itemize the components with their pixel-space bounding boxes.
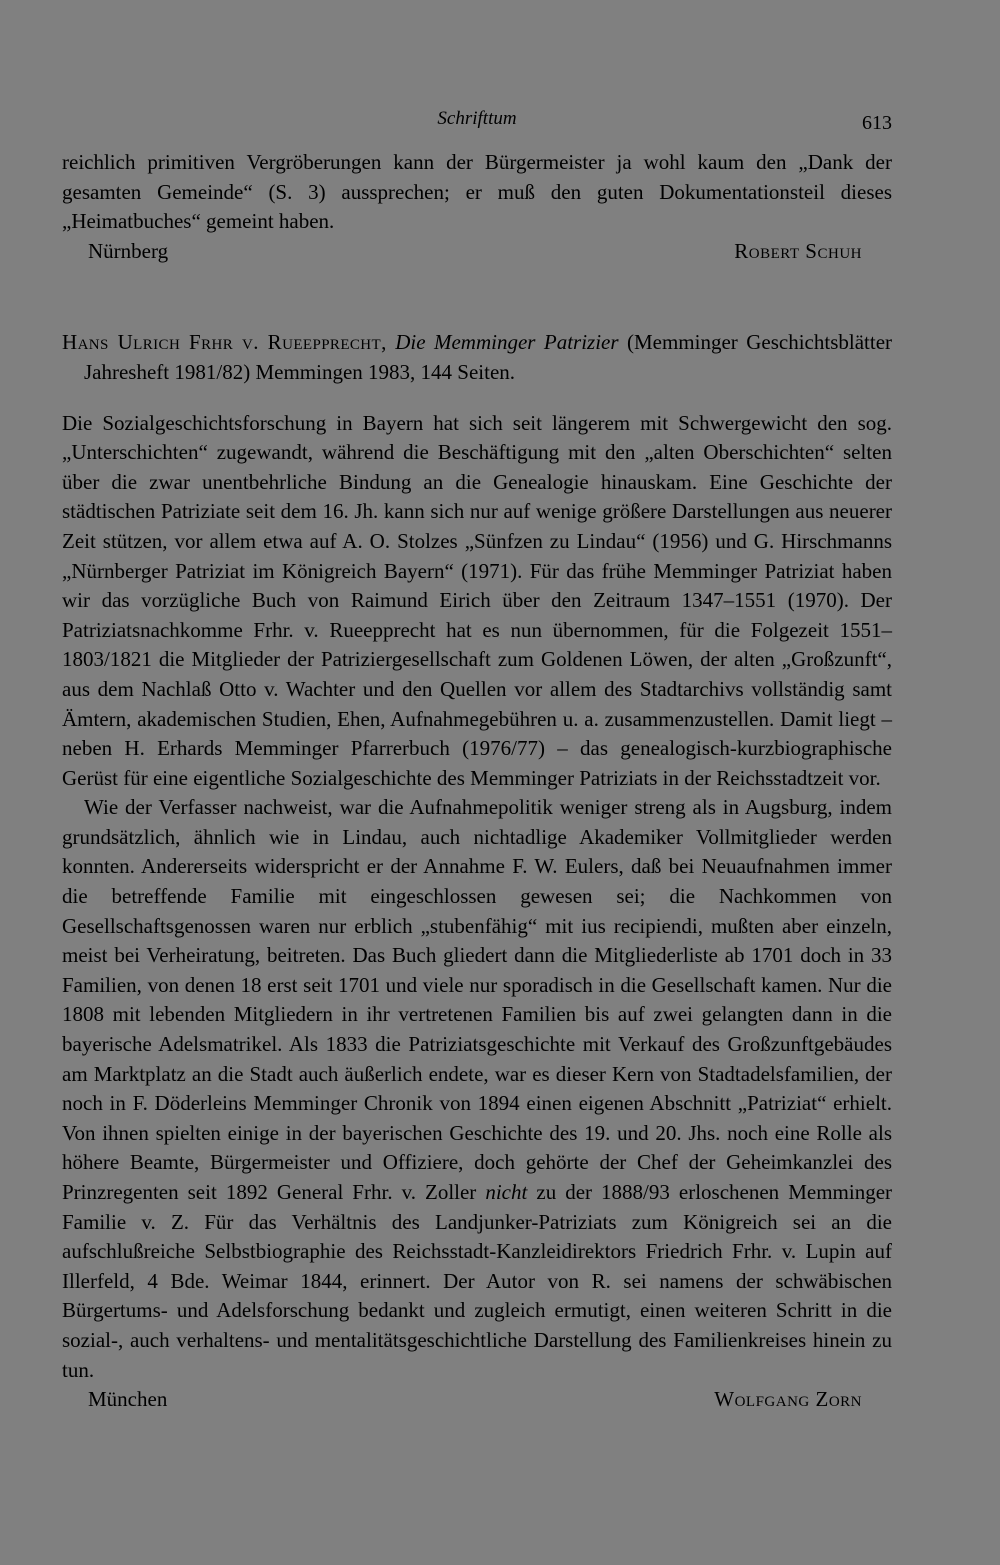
- page-number: 613: [862, 112, 892, 134]
- review2-place: München: [88, 1387, 168, 1412]
- book-title: Die Memminger Patrizier: [395, 330, 619, 355]
- book-details: (Memminger Geschichtsblätter Jahresheft 1981/82) Memmingen 1983, 144 Seiten.: [84, 330, 893, 384]
- running-head: [62, 108, 892, 148]
- paragraph-2-part-1: Wie der Verfasser nachweist, war die Aufnahmepolitik weniger streng als in Augsburg, indem grundsätzlich, ähnlich wie in Lindau, auch nichtadlige Akademiker Vollmitglieder werden konnten. Andererseits widerspricht er der Annahme F. W. Eulers, daß bei Neuaufnahmen immer die betreffende Familie mit eingeschlossen gewesen sei; die Nachkommen von Gesellschaftsgenossen waren nur erblich „stubenfähig“ mit ius recipiendi, mußten aber einzeln, meist bei Verheiratung, beitreten. Das Buch gliedert dann die Mitgliederliste ab 1701 doch in 33 Familien, von denen 18 erst seit 1701 und viele nur sporadisch in die Gesellschaft kamen. Nur die 1808 mit lebenden Mitgliedern in ihr vertretenen Familien bis auf zwei gelangten dann in die bayerische Adelsmatrikel. Als 1833 die Patriziatsgeschichte mit Verkauf des Großzunftgebäudes am Marktplatz an die Stadt auch äußerlich endete, war es dieser Kern von Stadtadelsfamilien, der noch in F. Döderleins Memminger Chronik von 1894 einen eigenen Abschnitt „Patriziat“ erhielt. Von ihnen spielten einige in der bayerischen Geschichte des 19. und 20. Jhs. noch eine Rolle als höhere Beamte, Bürgermeister und Offiziere, doch gehörte der Chef der Geheimkanzlei des Prinzregenten seit 1892 General Frhr. v. Zoller: [62, 795, 892, 1204]
- document-page: [62, 108, 892, 1415]
- review1-signature: [62, 237, 892, 267]
- review2-author: Wolfgang Zorn: [714, 1387, 862, 1412]
- review2-paragraph-2: [62, 793, 892, 1385]
- paragraph-2-part-2: zu der 1888/93 erloschenen Memminger Familie v. Z. Für das Verhältnis des Landjunker-Patriziats zum Königreich sei an die aufschlußreiche Selbstbiographie des Reichsstadt-Kanzleidirektors Friedrich Frhr. v. Lupin auf Illerfeld, 4 Bde. Weimar 1844, erinnert. Der Autor von R. sei namens der schwäbischen Bürgertums- und Adelsforschung bedankt und zugleich ermutigt, einen weiteren Schritt in die sozial-, auch verhaltens- und mentalitätsgeschichtliche Darstellung des Familienkreises hinein zu tun.: [62, 1180, 893, 1382]
- review2-signature: [62, 1385, 892, 1415]
- reviewed-author: Hans Ulrich Frhr v. Rueepprecht,: [62, 330, 387, 355]
- running-title: Schrifttum: [437, 108, 517, 129]
- review1-tail-paragraph: reichlich primitiven Vergröberungen kann der Bürgermeister ja wohl kaum den „Dank der gesamten Gemeinde“ (S. 3) aussprechen; er muß den guten Dokumentationsteil dieses „Heimatbuches“ gemeint haben.: [62, 150, 892, 234]
- review1-place: Nürnberg: [88, 238, 169, 263]
- paragraph-2-emphasis: nicht: [485, 1180, 528, 1204]
- review1-author: Robert Schuh: [734, 238, 862, 263]
- review2-paragraph-1: Die Sozialgeschichtsforschung in Bayern hat sich seit längerem mit Schwergewicht den sog. „Unterschichten“ zugewandt, während die Beschäftigung mit den „alten Oberschichten“ selten über die zwar unentbehrliche Bindung an die Genealogie hinauskam. Eine Geschichte der städtischen Patriziate seit dem 16. Jh. kann sich nur auf wenige größere Darstellungen aus neuerer Zeit stützen, vor allem etwa auf A. O. Stolzes „Sünfzen zu Lindau“ (1956) und G. Hirschmanns „Nürnberger Patriziat im Königreich Bayern“ (1971). Für das frühe Memminger Patriziat haben wir das vorzügliche Buch von Raimund Eirich über den Zeitraum 1347–1551 (1970). Der Patriziatsnachkomme Frhr. v. Rueepprecht hat es nun übernommen, für die Folgezeit 1551–1803/1821 die Mitglieder der Patriziergesellschaft zum Goldenen Löwen, der alten „Großzunft“, aus dem Nachlaß Otto v. Wachter und den Quellen vor allem des Stadtarchivs vollständig samt Ämtern, akademischen Studien, Ehen, Aufnahmegebühren u. a. zusammenzustellen. Damit liegt – neben H. Erhards Memminger Pfarrerbuch (1976/77) – das genealogisch-kurzbiographische Gerüst für eine eigentliche Sozialgeschichte des Memminger Patriziats in der Reichsstadtzeit vor.: [62, 410, 892, 790]
- review2-heading: [62, 328, 892, 387]
